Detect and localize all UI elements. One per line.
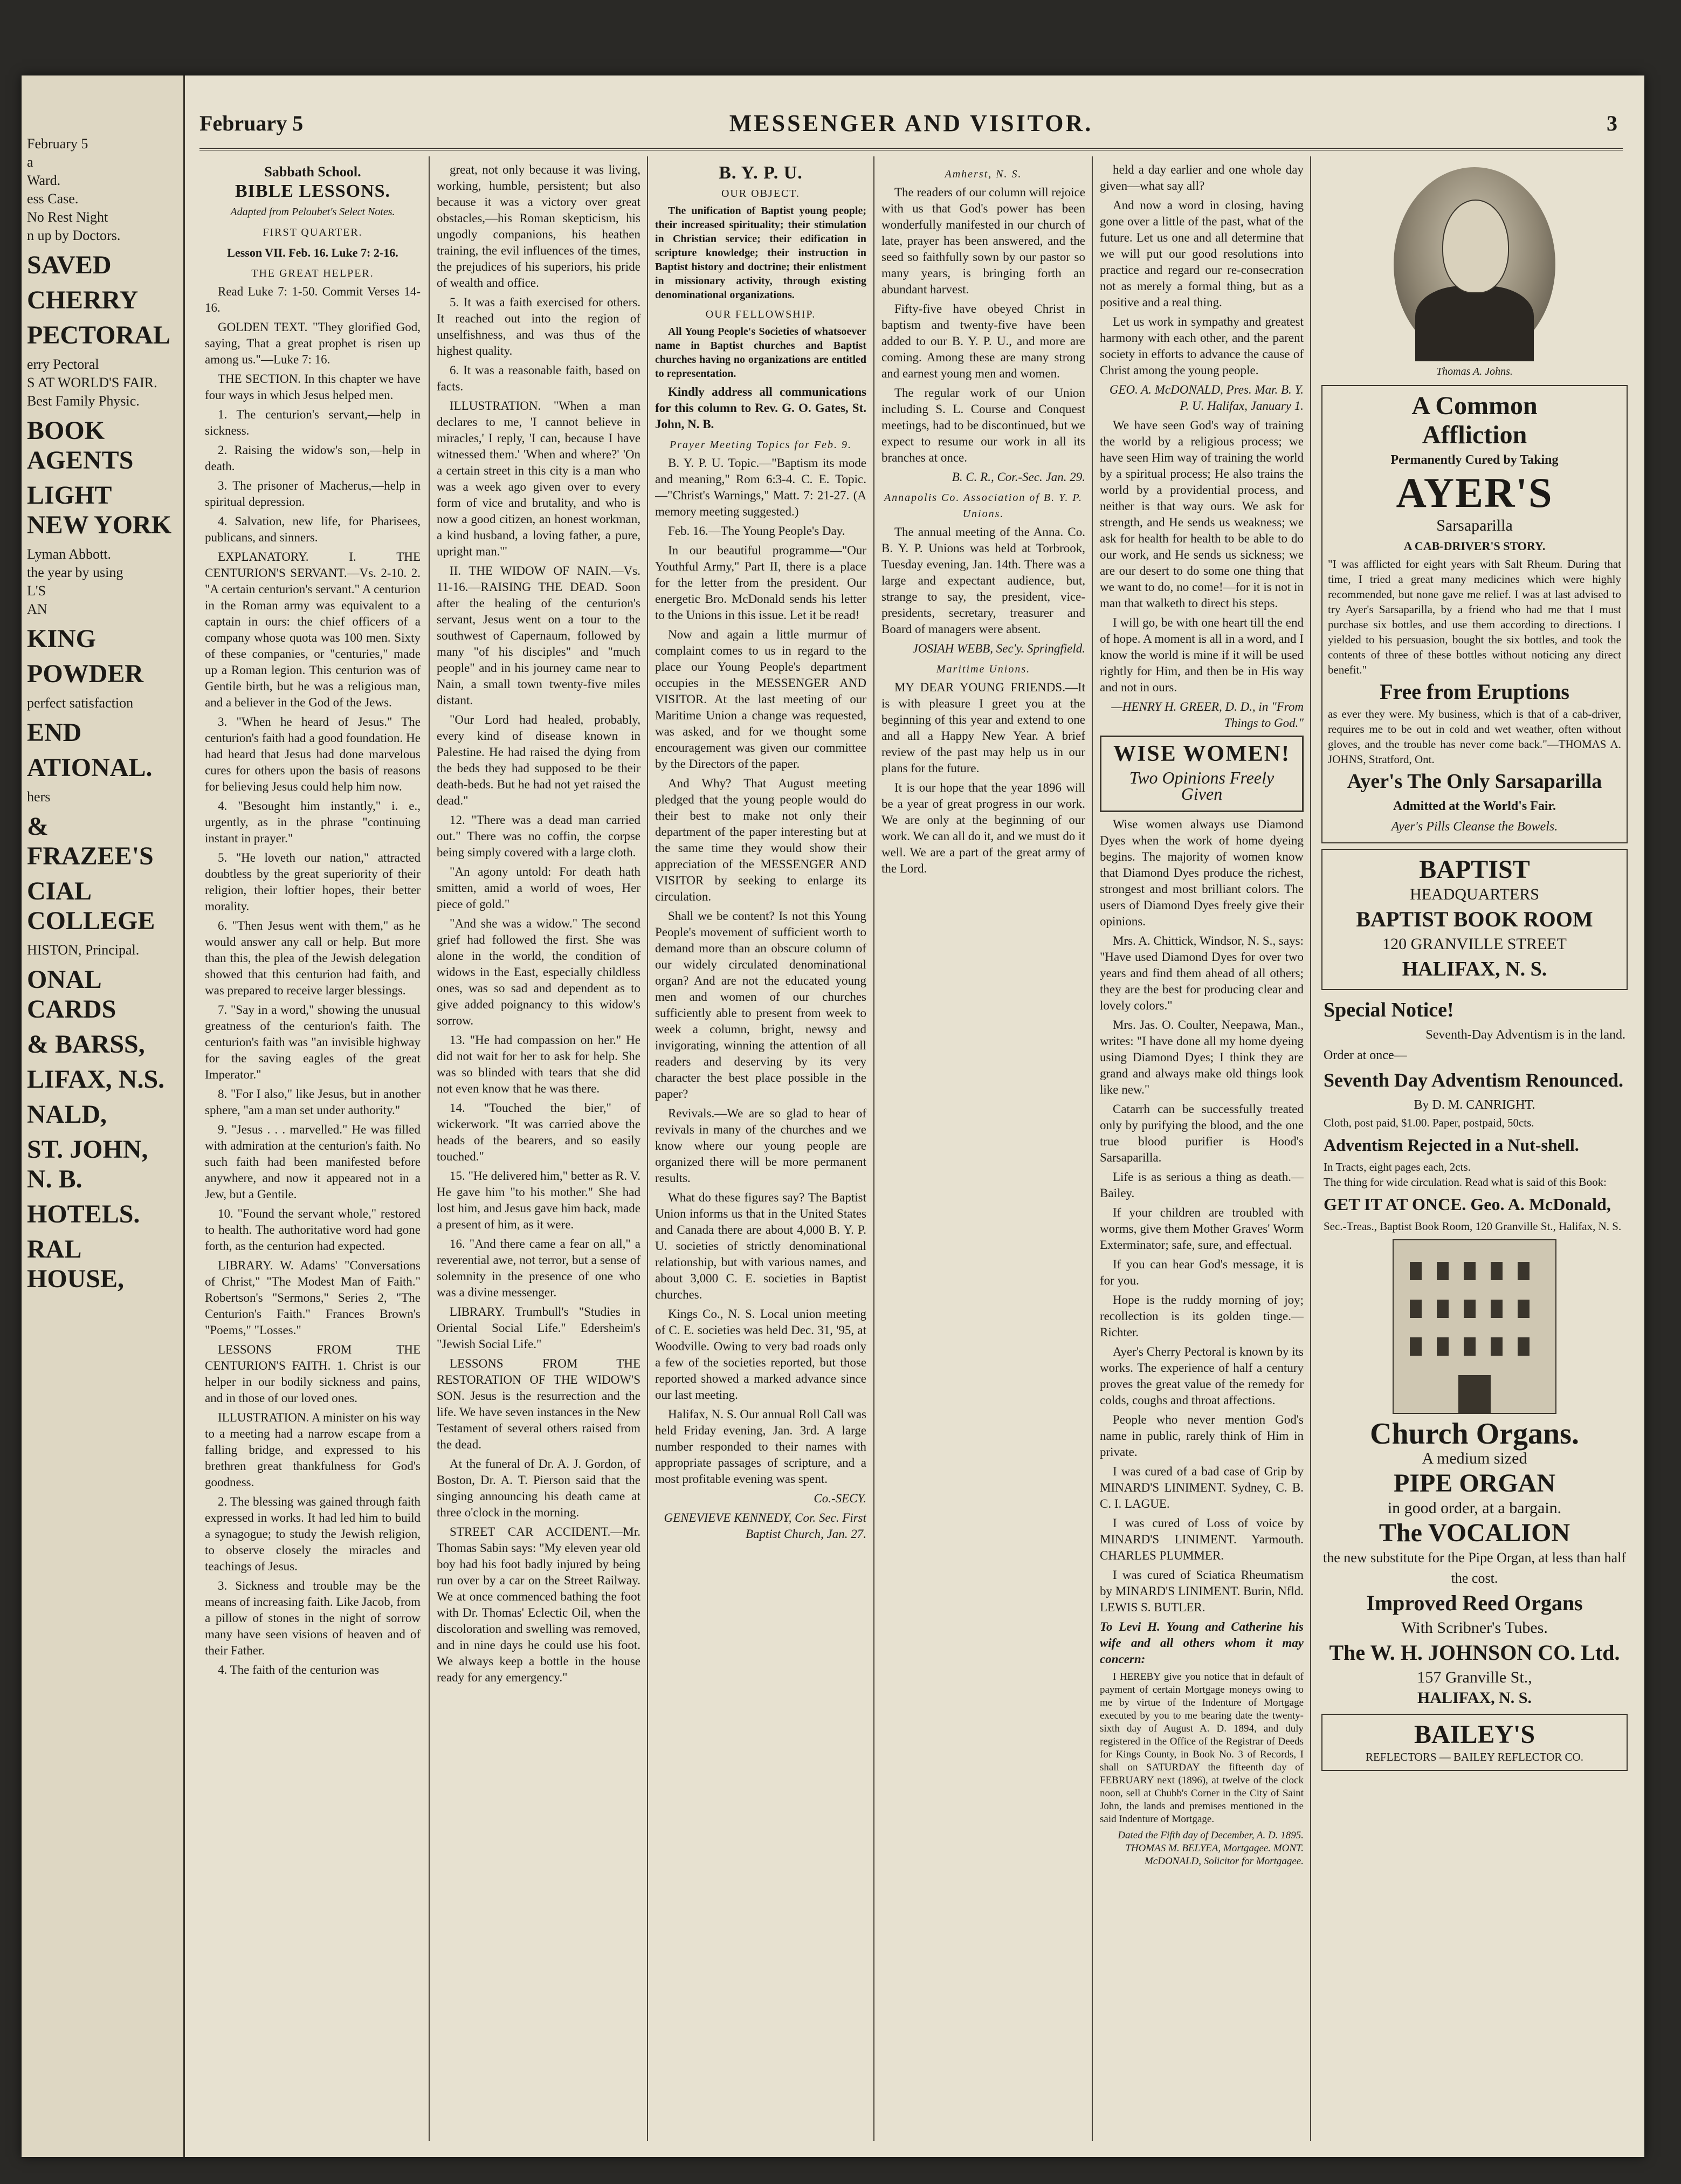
paragraph: 5. "He loveth our nation," attracted doubtless by the great superiority of their religion, their loftier hopes, their better morality. — [205, 851, 421, 913]
ad-scribner: With Scribner's Tubes. — [1401, 1619, 1548, 1637]
ayers-fair: Admitted at the World's Fair. — [1393, 799, 1556, 813]
previous-page-line: erry Pectoral — [27, 356, 99, 372]
masthead: MESSENGER AND VISITOR. — [729, 110, 1093, 136]
signature: B. C. R., Cor.-Sec. Jan. 29. — [952, 470, 1085, 484]
previous-page-line: ST. JOHN, N. B. — [27, 1135, 148, 1193]
ad-order: Order at once— — [1324, 1048, 1407, 1062]
column-rule — [1092, 156, 1093, 2141]
object-heading: OUR OBJECT. — [721, 188, 801, 200]
fellowship-heading: OUR FELLOWSHIP. — [705, 308, 816, 320]
paragraph: 9. "Jesus . . . marvelled." He was filled with admiration at the centurion's faith. No such faith had been manifested before anywhere, and now it appeared not in a Jew, but a Gentile. — [205, 1123, 421, 1201]
previous-page-line: POWDER — [27, 660, 143, 688]
column-sabbath-school — [205, 162, 421, 2130]
lesson-body-continued — [437, 162, 640, 1686]
paragraph: 5. It was a faith exercised for others. It reached out into the region of unselfishness, and was thus of the highest quality. — [437, 296, 640, 358]
ad-tagline: Permanently Cured by Taking — [1390, 453, 1559, 467]
ad-eruptions-heading: Free from Eruptions — [1380, 679, 1569, 704]
quarter-label: FIRST QUARTER. — [263, 226, 363, 238]
column-unions — [881, 162, 1085, 2130]
previous-page-fragment — [22, 75, 185, 2157]
previous-page-line: ess Case. — [27, 191, 79, 207]
paragraph: 10. "Found the servant whole," restored to health. The authoritative word had gone forth, as the centurion had expected. — [205, 1207, 421, 1253]
column-rule — [429, 156, 430, 2141]
column-rule — [647, 156, 648, 2141]
signature: Co.-SECY. — [814, 1492, 866, 1505]
paragraph: Fifty-five have obeyed Christ in baptism and twenty-five have been added to our B. Y. P. U., and more are coming. Among these are many strong and earnest young men and women. — [881, 302, 1085, 380]
article-title: BIBLE LESSONS. — [235, 181, 391, 201]
signature: GENEVIEVE KENNEDY, Cor. Sec. First Baptist Church, Jan. 27. — [664, 1511, 866, 1541]
paragraph: GOLDEN TEXT. "They glorified God, saying, That a great prophet is risen up among us."—Luke 7: 16. — [205, 320, 421, 366]
previous-page-line: Best Family Physic. — [27, 393, 140, 409]
baptist-book-room-ad — [1321, 849, 1628, 990]
ad-johnson-address: 157 Granville St., — [1417, 1668, 1532, 1686]
diamond-dyes-ad — [1100, 736, 1304, 812]
ad-book-title-2: Adventism Rejected in a Nut-shell. — [1324, 1135, 1579, 1155]
paragraph: EXPLANATORY. I. THE CENTURION'S SERVANT.—Vs. 2-10. 2. "A certain centurion's servant." A centurion in the Roman army was equivalent to a captain in ours: the chief officers of a company whose quota was 100 men. Sixty of these companies, or "centuries," made up a Roman legion. This centurion was of Gentile birth, but he was a religious man, and a believer in the God of the Jews. — [205, 550, 421, 709]
topics-heading: Prayer Meeting Topics for Feb. 9. — [669, 439, 852, 451]
ad-book-room: BAPTIST BOOK ROOM — [1356, 907, 1593, 931]
address-note: Kindly address all communications for this column to Rev. G. O. Gates, St. John, N. B. — [655, 385, 866, 431]
signature: GEO. A. McDONALD, Pres. Mar. B. Y. P. U. Halifax, January 1. — [1109, 383, 1304, 413]
ad-vocalion-text: the new substitute for the Pipe Organ, at less than half the cost. — [1322, 1550, 1626, 1586]
page-number: 3 — [1607, 111, 1617, 135]
previous-page-line: AN — [27, 601, 47, 617]
signature: —HENRY H. GREER, D. D., in "From Things to God." — [1111, 700, 1304, 730]
paragraph: I was cured of Sciatica Rheumatism by MINARD'S LINIMENT. Burin, Nfld. LEWIS S. BUTLER. — [1100, 1568, 1304, 1614]
paragraph: Mrs. Jas. O. Coulter, Neepawa, Man., writes: "I have done all my home dyeing using Diamond Dyes; I think they are grand and always make old things look like new." — [1100, 1018, 1304, 1096]
paragraph: ILLUSTRATION. A minister on his way to a meeting had a narrow escape from a falling bridge, and expressed to his brethren great thankfulness for God's goodness. — [205, 1411, 421, 1489]
paragraph: The regular work of our Union including S. L. Course and Conquest meetings, had to be discontinued, but we expect to resume our work in all its branches at once. — [881, 386, 1085, 464]
providence-text-2: I will go, be with one heart till the end of hope. A moment is all in a word, and I know the world is mine if it will be used rightly for Him, and then be in His way and not in ours. — [1100, 616, 1304, 694]
previous-page-line: hers — [27, 789, 51, 805]
ayers-only-banner: Ayer's The Only Sarsaparilla — [1347, 770, 1602, 793]
church-organs-ad — [1318, 1419, 1631, 1708]
ad-johnson-company: The W. H. JOHNSON CO. Ltd. — [1329, 1640, 1620, 1665]
closing-body — [1100, 162, 1304, 379]
previous-page-line: No Rest Night — [27, 209, 108, 225]
ad-adventism-sub: Seventh-Day Adventism is in the land. — [1425, 1028, 1625, 1042]
ayers-sarsaparilla-ad — [1321, 385, 1628, 843]
wise-women-title: WISE WOMEN! — [1113, 741, 1291, 766]
paragraph: If you can hear God's message, it is for you. — [1100, 1258, 1304, 1287]
paragraph: Catarrh can be successfully treated only by purifying the blood, and the one true blood purifier is Hood's Sarsaparilla. — [1100, 1102, 1304, 1164]
lesson-body — [205, 284, 421, 1678]
portrait-illustration — [1394, 167, 1555, 361]
ad-special-notice: Special Notice! — [1324, 999, 1454, 1021]
page-header — [199, 105, 1623, 150]
ayers-pills: Ayer's Pills Cleanse the Bowels. — [1391, 820, 1558, 834]
paragraph: ILLUSTRATION. "When a man declares to me, 'I cannot believe in miracles,' I reply, 'I can, because I have witnessed them.' 'When and where?' 'On a certain street in this city is a man who was a week ago given over to every form of vice and brutality, and who is now a good citizen, an honest workman, a kind husband, a loving father, a pure, upright man.'" — [437, 399, 640, 558]
paragraph: 13. "He had compassion on her." He did not wait for her to ask for help. She was so blinded with tears that she did not even know that he was there. — [437, 1033, 640, 1095]
ad-headline-2: Affliction — [1422, 421, 1527, 449]
ad-price: Cloth, post paid, $1.00. Paper, postpaid, 50cts. — [1324, 1116, 1534, 1129]
paragraph: The readers of our column will rejoice with us that God's power has been wonderfully manifested in our church of late, prayer has been answered, and the seed so faithfully sown by our pastor so many years, is bringing forth an abundant harvest. — [881, 186, 1085, 296]
paragraph: "And she was a widow." The second grief had followed the first. She was alone in the world, the condition of widows in the East, especially childless ones, was so sad and dependent as to give added poignancy to this widow's sorrow. — [437, 917, 640, 1027]
paragraph: THE SECTION. In this chapter we have four ways in which Jesus helped men. — [205, 372, 421, 402]
amherst-heading: Amherst, N. S. — [945, 168, 1022, 180]
paragraph: And Why? That August meeting pledged that the young people would do their best to make not only their department of the paper interesting but at the same time they would show their appreciation of the MESSENGER AND VISITOR by seeking to enlarge its circulation. — [655, 777, 866, 903]
paragraph: held a day earlier and one whole day given—what say all? — [1100, 163, 1304, 193]
ad-vocalion: The VOCALION — [1379, 1519, 1570, 1547]
newspaper-page — [22, 75, 1644, 2157]
providence-text: We have seen God's way of training the world by a religious process; we have seen Him way of training the world by a spiritual process; He also trains the world by a providential process, and neither is that way ours. We ask for strength, and He sends us weakness; we ask for health for health to be able to do our work, and He sends us sickness; we are our desert to do some one thing that we want to do, no come!—for it is not in man that walketh to direct his steps. — [1100, 418, 1304, 610]
paragraph: 4. Salvation, new life, for Pharisees, publicans, and sinners. — [205, 514, 421, 544]
previous-page-line: ONAL CARDS — [27, 965, 116, 1024]
lesson-reference: Lesson VII. Feb. 16. Luke 7: 2-16. — [227, 246, 398, 259]
ad-book-title: Seventh Day Adventism Renounced. — [1324, 1069, 1624, 1091]
ad-author: By D. M. CANRIGHT. — [1414, 1098, 1535, 1112]
paragraph: 14. "Touched the bier," of wickerwork. "It was carried above the heads of the bearers, and so easily touched." — [437, 1101, 640, 1163]
paragraph: 2. Raising the widow's son,—help in death. — [205, 443, 421, 473]
legal-notice-signature: Dated the Fifth day of December, A. D. 1895. THOMAS M. BELYEA, Mortgagee. MONT. McDONALD, Solicitor for Mortgagee. — [1118, 1830, 1304, 1867]
ad-story-text-2: as ever they were. My business, which is that of a cab-driver, requires me to be out in cold and wet weather, often without gloves, and the trouble has never come back."—THOMAS A. JOHNS, Stratford, Ont. — [1328, 708, 1621, 766]
ad-price-2: In Tracts, eight pages each, 2cts. — [1324, 1160, 1471, 1173]
paragraph: Feb. 16.—The Young People's Day. — [668, 524, 845, 538]
object-text: The unification of Baptist young people; their increased spirituality; their stimulation in Christian service; their edification in scripture knowledge; their instruction in Baptist history and doctrine; their enlistment in missionary activity, through existing denominational organizations. — [655, 205, 866, 301]
paragraph: 8. "For I also," like Jesus, but in another sphere, "am a man set under authority." — [205, 1087, 421, 1117]
legal-notice-text: I HEREBY give you notice that in default of payment of certain Mortgage moneys owing to me by virtue of the Indenture of Mortgage executed by you to me bearing date the twenty-sixth day of August A. D. 1894, and duly registered in the Office of the Registrar of Deeds for Kings County, in Book No. 3 of Records, I shall on SATURDAY the fifteenth day of FEBRUARY next (1896), at twelve of the clock noon, sell at Chubb's Corner in the City of Saint John, the lands and premises mentioned in the said Indenture of Mortgage. — [1100, 1671, 1304, 1825]
previous-page-line: KING — [27, 624, 97, 653]
ayers-brand-sub: Sarsaparilla — [1436, 517, 1513, 534]
ad-headline: A Common — [1411, 392, 1538, 420]
paragraph: 16. "And there came a fear on all," a reverential awe, not terror, but a sense of solemnity in the presence of one who was a divine messenger. — [437, 1237, 640, 1299]
previous-page-line: Lyman Abbott. — [27, 546, 111, 562]
previous-page-line: the year by using — [27, 565, 123, 580]
annapolis-heading: Annapolis Co. Association of B. Y. P. Unions. — [884, 492, 1083, 520]
column-rule — [873, 156, 874, 2141]
previous-page-line: Ward. — [27, 173, 61, 188]
paragraph: "Our Lord had healed, probably, every kind of disease known in Palestine. He had raised the dying from the beds they had supposed to be their death-beds. But he had not yet raised the dead." — [437, 713, 640, 807]
section-heading: Sabbath School. — [264, 164, 361, 180]
previous-page-line: LIGHT NEW YORK — [27, 481, 172, 539]
paragraph: Let us work in sympathy and greatest harmony with each other, and the parent society in efforts to advance the cause of Christ among the young people. — [1100, 315, 1304, 377]
article-subtitle: Adapted from Peloubet's Select Notes. — [230, 206, 395, 218]
ad-baileys: BAILEY'S — [1414, 1720, 1535, 1749]
paragraph: 7. "Say in a word," showing the unusual greatness of the centurion's faith. The centurion's faith was "an invisible highway for the saving eagles of the great Imperator." — [205, 1003, 421, 1081]
paragraph: Revivals.—We are so glad to hear of revivals in many of the churches and we know where our young people are organized there will be more permanent results. — [655, 1107, 866, 1185]
maritime-heading: Maritime Unions. — [936, 663, 1031, 675]
paragraph: 2. The blessing was gained through faith expressed in works. It had led him to build a synagogue; to study the Jewish religion, to observe closely the miracles and teachings of Jesus. — [205, 1495, 421, 1573]
column-continued — [1100, 162, 1304, 2130]
paragraph: 6. It was a reasonable faith, based on facts. — [437, 363, 640, 393]
paragraph: Wise women always use Diamond Dyes when the work of home dyeing begins. The majority of women know that Diamond Dyes produce the richest, strongest and most brilliant colors. The users of Diamond Dyes freely give their opinions. — [1100, 818, 1304, 928]
ad-church-organs: Church Organs. — [1370, 1417, 1579, 1451]
ad-baptist: BAPTIST — [1419, 855, 1530, 884]
paragraph: 15. "He delivered him," better as R. V. He gave him "to his mother." She had lost him, and Jesus gave him back, made a present of him, as it were. — [437, 1169, 640, 1231]
paragraph: I was cured of a bad case of Grip by MINARD'S LINIMENT. Sydney, C. B. C. I. LAGUE. — [1100, 1465, 1304, 1510]
previous-page-line: perfect satisfaction — [27, 695, 134, 711]
paragraph: 4. "Besought him instantly," i. e., urgently, as in the phrase "continuing instant in prayer." — [205, 799, 421, 845]
ad-address: 120 GRANVILLE STREET — [1382, 935, 1567, 953]
previous-page-text — [22, 75, 183, 1294]
paragraph: 3. The prisoner of Macherus,—help in spiritual depression. — [205, 479, 421, 509]
previous-page-line: ATIONAL. — [27, 753, 153, 782]
paragraph: 3. "When he heard of Jesus." The centurion's faith had a good foundation. He had heard that Jesus had done marvelous cures for others upon the basis of reasons for believing Jesus could help him now. — [205, 715, 421, 793]
paragraph: great, not only because it was living, working, humble, persistent; but also because it was a victory over great obstacles,—his Roman skepticism, his ungodly companions, his heathen training, the evil influences of the times, the prejudices of his superiors, his pride of wealth and office. — [437, 163, 640, 290]
signature: JOSIAH WEBB, Sec'y. Springfield. — [912, 642, 1085, 655]
portrait-caption: Thomas A. Johns. — [1436, 366, 1513, 377]
baileys-reflectors-ad — [1321, 1714, 1628, 1771]
maritime-text: MY DEAR YOUNG FRIENDS.—It is with pleasure I greet you at the beginning of this year and extend to one and all a Happy New Year. A brief review of the past may help us in our plans for the future. — [881, 681, 1085, 775]
previous-page-line: SAVED — [27, 251, 112, 279]
previous-page-line: n up by Doctors. — [27, 228, 121, 243]
ad-pipe-organ: PIPE ORGAN — [1394, 1469, 1555, 1498]
paragraph: Now and again a little murmur of complaint comes to us in regard to the place our Young People's department occupies in the MESSENGER AND VISITOR. At the last meeting of our Maritime Union a change was requested, was asked, and for we thought some encouragement was given our committee by the Directors of the paper. — [655, 628, 866, 771]
paragraph: STREET CAR ACCIDENT.—Mr. Thomas Sabin says: "My eleven year old boy had his foot badly injured by being run over by a car on the Street Railway. We at once commenced bathing the foot with Dr. Thomas' Eclectic Oil, when the discoloration and swelling was removed, and in nine days he could use his foot. We always keep a bottle in the house ready for any emergency." — [437, 1525, 640, 1684]
paragraph: 12. "There was a dead man carried out." There was no coffin, the corpse being simply covered with a large cloth. — [437, 813, 640, 859]
building-illustration — [1393, 1239, 1556, 1414]
paragraph: And now a word in closing, having gone over a little of the past, what of the future. Let us one and all determine that we will put our good resolutions into practice and regard our re-consecration not as merely a formal thing, but as a positive and a real thing. — [1100, 198, 1304, 309]
paragraph: II. THE WIDOW OF NAIN.—Vs. 11-16.—RAISING THE DEAD. Soon after the healing of the centurion's servant, Jesus went on a tour to the southwest of Capernaum, followed by many "of his disciples" and "much people" and in his journey came near to Nain, a small town twenty-five miles distant. — [437, 564, 640, 707]
paragraph: At the funeral of Dr. A. J. Gordon, of Boston, Dr. A. T. Pierson said that the singing announcing his death came at three o'clock in the morning. — [437, 1457, 640, 1519]
paragraph: LESSONS FROM THE CENTURION'S FAITH. 1. Christ is our helper in our bodily sickness and pains, and in those of our loved ones. — [205, 1343, 421, 1405]
ad-medium-sized: A medium sized — [1422, 1450, 1527, 1467]
paragraph: 3. Sickness and trouble may be the means of increasing faith. Like Jacob, from a pillow of stones in the night of sorrow many have seen visions of heaven and of their Father. — [205, 1579, 421, 1657]
maritime-text-2: It is our hope that the year 1896 will be a year of great progress in our work. We are only at the beginning of our work. We can all do it, and we must do it well. We are a part of the great army of the Lord. — [881, 781, 1085, 875]
ayers-brand: AYER'S — [1396, 469, 1553, 516]
legal-notice-heading: To Levi H. Young and Catherine his wife and all others whom it may concern: — [1100, 1620, 1304, 1666]
previous-page-line: END — [27, 718, 82, 747]
ad-johnson-city: HALIFAX, N. S. — [1417, 1689, 1532, 1707]
previous-page-line: BOOK AGENTS — [27, 416, 134, 475]
previous-page-line: L'S — [27, 583, 46, 599]
paragraph: LESSONS FROM THE RESTORATION OF THE WIDOW'S SON. Jesus is the resurrection and the life. We have seven instances in the New Testament of several others raised from the dead. — [437, 1357, 640, 1451]
column-advertisements — [1318, 162, 1631, 2130]
adventism-ad — [1318, 995, 1631, 1234]
paragraph: If your children are troubled with worms, give them Mother Graves' Worm Exterminator; safe, sure, and effectual. — [1100, 1206, 1304, 1252]
paragraph: People who never mention God's name in public, rarely think of Him in private. — [1100, 1413, 1304, 1459]
ad-story-title: A CAB-DRIVER'S STORY. — [1403, 539, 1546, 553]
wise-women-body — [1100, 816, 1304, 1616]
previous-page-line: CHERRY — [27, 286, 139, 314]
ad-bargain: in good order, at a bargain. — [1387, 1499, 1562, 1517]
ad-story-text: "I was afflicted for eight years with Salt Rheum. During that time, I tried a great many medicines which were highly recommended, but none gave me relief. I was at last advised to try Ayer's Sarsaparilla, by a friend who had me that I must purchase six bottles, and use them according to directions. I yielded to his persuasion, bought the six bottles, and took the contents of three of these bottles without noticing any direct benefit." — [1328, 558, 1621, 676]
lesson-title: THE GREAT HELPER. — [251, 267, 374, 279]
previous-page-line: a — [27, 154, 33, 170]
paragraph: Kings Co., N. S. Local union meeting of C. E. societies was held Dec. 31, '95, at Woodville. Owing to very bad roads only a few of the societies reported, but those reported showed a marked advance since our last meeting. — [655, 1307, 866, 1402]
paragraph: Mrs. A. Chittick, Windsor, N. S., says: "Have used Diamond Dyes for over two years and find them ahead of all others; they are the best for producing clear and lovely colors." — [1100, 934, 1304, 1012]
previous-page-line: S AT WORLD'S FAIR. — [27, 375, 157, 390]
ad-city: HALIFAX, N. S. — [1402, 958, 1547, 980]
ad-get-it: GET IT AT ONCE. Geo. A. McDonald, — [1324, 1194, 1611, 1214]
previous-page-line: PECTORAL — [27, 321, 170, 349]
paragraph: LIBRARY. W. Adams' "Conversations of Christ," "The Modest Man of Faith." Robertson's "Sermons," Series 2, "The Centurion's Faith." Frances Brown's "Poems," "Losses." — [205, 1259, 421, 1337]
column-bypu — [655, 162, 866, 2130]
annapolis-text: The annual meeting of the Anna. Co. B. Y. P. Unions was held at Torbrook, Tuesday evening, Jan. 14th. There was a large and expectant audience, but, strange to say, the president, vice-presidents, secretary, treasurer and Board of managers were absent. — [881, 525, 1085, 636]
paragraph: Read Luke 7: 1-50. Commit Verses 14-16. — [205, 285, 421, 314]
previous-page-line: CIAL COLLEGE — [27, 877, 155, 935]
bypu-body — [655, 523, 866, 1487]
previous-page-line: HOTELS. — [27, 1200, 140, 1228]
ad-circulation: The thing for wide circulation. Read what is said of this Book: — [1324, 1176, 1607, 1189]
column-rule — [1310, 156, 1311, 2141]
wise-women-subtitle: Two Opinions Freely Given — [1129, 768, 1274, 803]
ad-get-it-address: Sec.-Treas., Baptist Book Room, 120 Granville St., Halifax, N. S. — [1324, 1220, 1622, 1233]
paragraph: Life is as serious a thing as death.—Bailey. — [1100, 1170, 1304, 1200]
bypu-title: B. Y. P. U. — [719, 163, 803, 183]
header-date: February 5 — [199, 111, 304, 135]
paragraph: 4. The faith of the centurion was — [218, 1663, 380, 1677]
amherst-body — [881, 184, 1085, 466]
paragraph: Ayer's Cherry Pectoral is known by its works. The experience of half a century proves the great value of the remedy for colds, coughs and throat affections. — [1100, 1345, 1304, 1407]
previous-page-line: February 5 — [27, 136, 88, 152]
ad-reed-organs: Improved Reed Organs — [1366, 1591, 1583, 1615]
paragraph: Shall we be content? Is not this Young People's movement of sufficient worth to demand more than an obscure column of our widely circulated denominational organ? And are not the educated young men and women of our churches sufficiently able to present from week to week a column, bright, newsy and invigorating, winning the attention of all readers and deserving by its very character the best place possible in the paper? — [655, 909, 866, 1101]
paragraph: "An agony untold: For death hath smitten, amid a world of woes, Her piece of gold." — [437, 865, 640, 911]
paragraph: 6. "Then Jesus went with them," as he would answer any call or help. But more than this, the plea of the Jewish delegation showed that this centurion had faith, and was prepared to receive larger blessings. — [205, 919, 421, 997]
paragraph: Halifax, N. S. Our annual Roll Call was held Friday evening, Jan. 3rd. A large number responded to their names with appropriate passages of scripture, and a most profitable evening was spent. — [655, 1407, 866, 1486]
previous-page-line: RAL HOUSE, — [27, 1235, 125, 1293]
paragraph: I was cured of Loss of voice by MINARD'S LINIMENT. Yarmouth. CHARLES PLUMMER. — [1100, 1516, 1304, 1562]
topics-text: B. Y. P. U. Topic.—"Baptism its mode and meaning," Rom 6:3-4. C. E. Topic.—"Christ's Warnings," Matt. 7: 21-27. (A memory meeting suggested.) — [655, 456, 866, 518]
paragraph: LIBRARY. Trumbull's "Studies in Oriental Social Life." Edersheim's "Jewish Social Life." — [437, 1305, 640, 1351]
previous-page-line: LIFAX, N.S. — [27, 1065, 165, 1094]
previous-page-line: NALD, — [27, 1100, 107, 1129]
fellowship-text: All Young People's Societies of whatsoever name in Baptist churches and Baptist churches having no organizations are entitled to representation. — [655, 326, 866, 380]
paragraph: Hope is the ruddy morning of joy; recollection is its golden tinge.—Richter. — [1100, 1293, 1304, 1339]
ad-baileys-text: REFLECTORS — BAILEY REFLECTOR CO. — [1366, 1750, 1583, 1763]
ad-headquarters: HEADQUARTERS — [1410, 885, 1539, 903]
paragraph: What do these figures say? The Baptist Union informs us that in the United States and Canada there are about 4,000 B. Y. P. U. societies of strictly denominational relationship, but with various names, and about 3,000 C. E. societies in Baptist churches. — [655, 1191, 866, 1301]
column-lesson-continued — [437, 162, 640, 2130]
previous-page-line: HISTON, Principal. — [27, 942, 140, 958]
paragraph: In our beautiful programme—"Our Youthful Army," Part II, there is a place for the letter from the president. Our energetic Bro. McDonald sends his letter to the Unions in this issue. Let it be read! — [655, 544, 866, 622]
previous-page-line: & BARSS, — [27, 1030, 145, 1059]
paragraph: 1. The centurion's servant,—help in sickness. — [205, 408, 421, 437]
previous-page-line: & FRAZEE'S — [27, 812, 154, 870]
